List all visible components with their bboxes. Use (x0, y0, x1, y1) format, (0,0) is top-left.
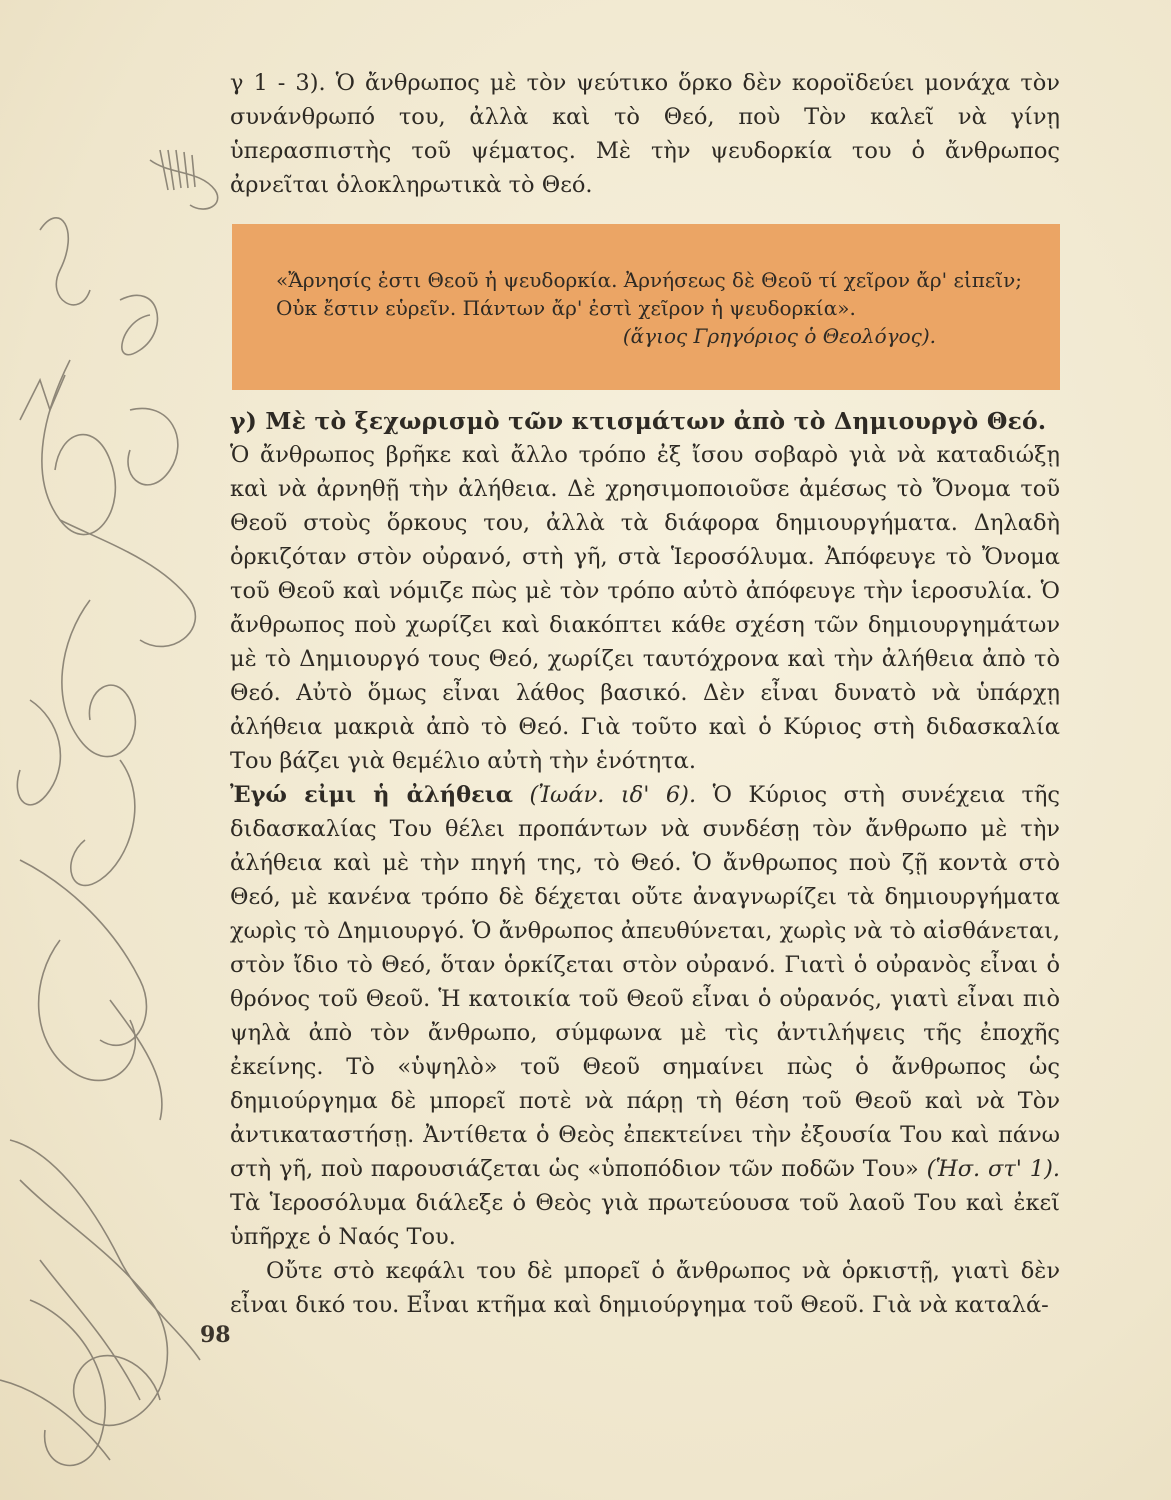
section-heading: γ) Μὲ τὸ ξεχωρισμὸ τῶν κτισμάτων ἀπὸ τὸ Δημιουργὸ Θεό. (230, 407, 1047, 435)
quote-attribution: (ἅγιος Γρηγόριος ὁ Θεολόγος). (622, 324, 936, 348)
section-body (230, 404, 1060, 1322)
quote-text: «Ἄρνησίς ἐστι Θεοῦ ἡ ψευδορκία. Ἀρνήσεως δὲ Θεοῦ τί χεῖρον ἄρ' εἰπεῖν; Οὐκ ἔστιν εὑρεῖν. Πάντων ἄρ' ἐστὶ χεῖρον ἡ ψευδορκία». (276, 268, 1022, 320)
paragraph-2-end: Τὰ Ἱεροσόλυμα διάλεξε ὁ Θεὸς γιὰ πρωτεύουσα τοῦ λαοῦ Του καὶ ἐκεῖ ὑπῆρχε ὁ Ναός Του. (230, 1190, 1060, 1250)
quote-box (232, 224, 1060, 390)
paragraph-2-reference: (Ἰωάν. ιδ' 6). (529, 782, 697, 808)
paragraph-2 (230, 778, 1060, 1254)
page-number: 98 (200, 1322, 231, 1348)
intro-text: γ 1 - 3). Ὁ ἄνθρωπος μὲ τὸν ψεύτικο ὅρκο δὲν κοροϊδεύει μονάχα τὸν συνάνθρωπό του, ἀλλὰ καὶ τὸ Θεό, ποὺ Τὸν καλεῖ νὰ γίνῃ ὑπερασπιστὴς τοῦ ψέματος. Μὲ τὴν ψευδορκία του ὁ ἄνθρωπος ἀρνεῖται ὁλοκληρωτικὰ τὸ Θεό. (230, 70, 1060, 198)
paragraph-2-reference-2: (Ἡσ. στ' 1). (926, 1156, 1061, 1182)
paragraph-2-lead: Ἐγώ εἰμι ἡ ἀλήθεια (230, 782, 513, 808)
pencil-scribbles (0, 0, 240, 1500)
paragraph-3: Οὔτε στὸ κεφάλι του δὲ μπορεῖ ὁ ἄνθρωπος νὰ ὁρκιστῇ, γιατὶ δὲν εἶναι δικό του. Εἶναι κτῆμα καὶ δημιούργημα τοῦ Θεοῦ. Γιὰ νὰ καταλά- (230, 1258, 1060, 1318)
intro-paragraph (230, 66, 1060, 202)
paragraph-1: Ὁ ἄνθρωπος βρῆκε καὶ ἄλλο τρόπο ἐξ ἴσου σοβαρὸ γιὰ νὰ καταδιώξῃ καὶ νὰ ἀρνηθῇ τὴν ἀλήθεια. Δὲ χρησιμοποιοῦσε ἀμέσως τὸ Ὄνομα τοῦ Θεοῦ στοὺς ὅρκους του, ἀλλὰ τὰ διάφορα δημιουργήματα. Δηλαδὴ ὁρκιζόταν στὸν οὐρανό, στὴ γῆ, στὰ Ἱεροσόλυμα. Ἀπόφευγε τὸ Ὄνομα τοῦ Θεοῦ καὶ νόμιζε πὼς μὲ τὸν τρόπο αὐτὸ ἀπόφευγε τὴν ἱεροσυλία. Ὁ ἄνθρωπος ποὺ χωρίζει καὶ διακόπτει κάθε σχέση τῶν δημιουργημάτων μὲ τὸ Δημιουργό τους Θεό, χωρίζει ταυτόχρονα καὶ τὴν ἀλήθεια ἀπὸ τὸ Θεό. Αὐτὸ ὅμως εἶναι λάθος βασικό. Δὲν εἶναι δυνατὸ νὰ ὑπάρχῃ ἀλήθεια μακριὰ ἀπὸ τὸ Θεό. Γιὰ τοῦτο καὶ ὁ Κύριος στὴ διδασκαλία Του βάζει γιὰ θεμέλιο αὐτὴ τὴν ἑνότητα. (230, 442, 1060, 774)
paragraph-2-text: Ὁ Κύριος στὴ συνέχεια τῆς διδασκαλίας Του θέλει προπάντων νὰ συνδέσῃ τὸν ἄνθρωπο μὲ τὴν ἀλήθεια καὶ μὲ τὴν πηγή της, τὸ Θεό. Ὁ ἄνθρωπος ποὺ ζῇ κοντὰ στὸ Θεό, μὲ κανένα τρόπο δὲ δέχεται οὔτε ἀναγνωρίζει τὰ δημιουργήματα χωρὶς τὸ Δημιουργό. Ὁ ἄνθρωπος ἀπευθύνεται, χωρὶς νὰ τὸ αἰσθάνεται, στὸν ἴδιο τὸ Θεό, ὅταν ὁρκίζεται στὸν οὐρανό. Γιατὶ ὁ οὐρανὸς εἶναι ὁ θρόνος τοῦ Θεοῦ. Ἡ κατοικία τοῦ Θεοῦ εἶναι ὁ οὐρανός, γιατὶ εἶναι πιὸ ψηλὰ ἀπὸ τὸν ἄνθρωπο, σύμφωνα μὲ τὶς ἀντιλήψεις τῆς ἐποχῆς ἐκείνης. Τὸ «ὑψηλὸ» τοῦ Θεοῦ σημαίνει πὼς ὁ ἄνθρωπος ὡς δημιούργημα δὲ μπορεῖ ποτὲ νὰ πάρῃ τὴ θέση τοῦ Θεοῦ καὶ νὰ Τὸν ἀντικαταστήσῃ. Ἀντίθετα ὁ Θεὸς ἐπεκτείνει τὴν ἐξουσία Του καὶ πάνω στὴ γῆ, ποὺ παρουσιάζεται ὡς «ὑποπόδιον τῶν ποδῶν Του» (230, 782, 1060, 1182)
